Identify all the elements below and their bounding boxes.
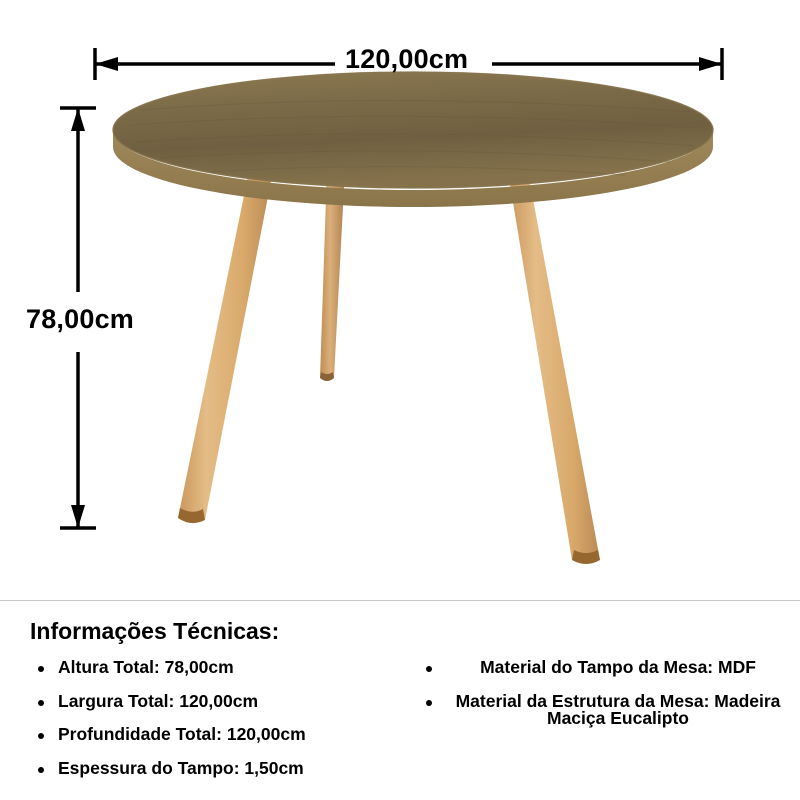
spec-list-right <box>410 659 790 728</box>
spec-column-right <box>410 659 790 744</box>
spec-text: Profundidade Total: 120,00cm <box>58 724 306 744</box>
spec-text: Material da Estrutura da Mesa: Madeira Maciça Eucalipto <box>455 690 781 728</box>
list-item <box>30 690 400 711</box>
table-leg-front-left <box>178 176 272 523</box>
spec-text: Largura Total: 120,00cm <box>58 690 259 711</box>
list-item <box>30 757 400 778</box>
spec-text: Espessura do Tampo: 1,50cm <box>58 757 304 778</box>
spec-column-left <box>30 659 400 793</box>
technical-info-section <box>0 601 800 800</box>
table-leg-back-right <box>508 172 600 564</box>
height-dimension-label: 78,00cm <box>26 304 134 334</box>
spec-text: Material do Tampo da Mesa: MDF <box>480 657 756 677</box>
spec-list-left <box>30 659 400 777</box>
spec-text: Altura Total: 78,00cm <box>58 657 234 677</box>
technical-info-title: Informações Técnicas: <box>30 618 280 644</box>
list-item <box>410 659 790 677</box>
tabletop-surface <box>113 72 713 188</box>
list-item <box>30 659 400 677</box>
list-item <box>410 690 790 728</box>
list-item <box>30 726 400 744</box>
width-dimension-label: 120,00cm <box>345 44 469 74</box>
